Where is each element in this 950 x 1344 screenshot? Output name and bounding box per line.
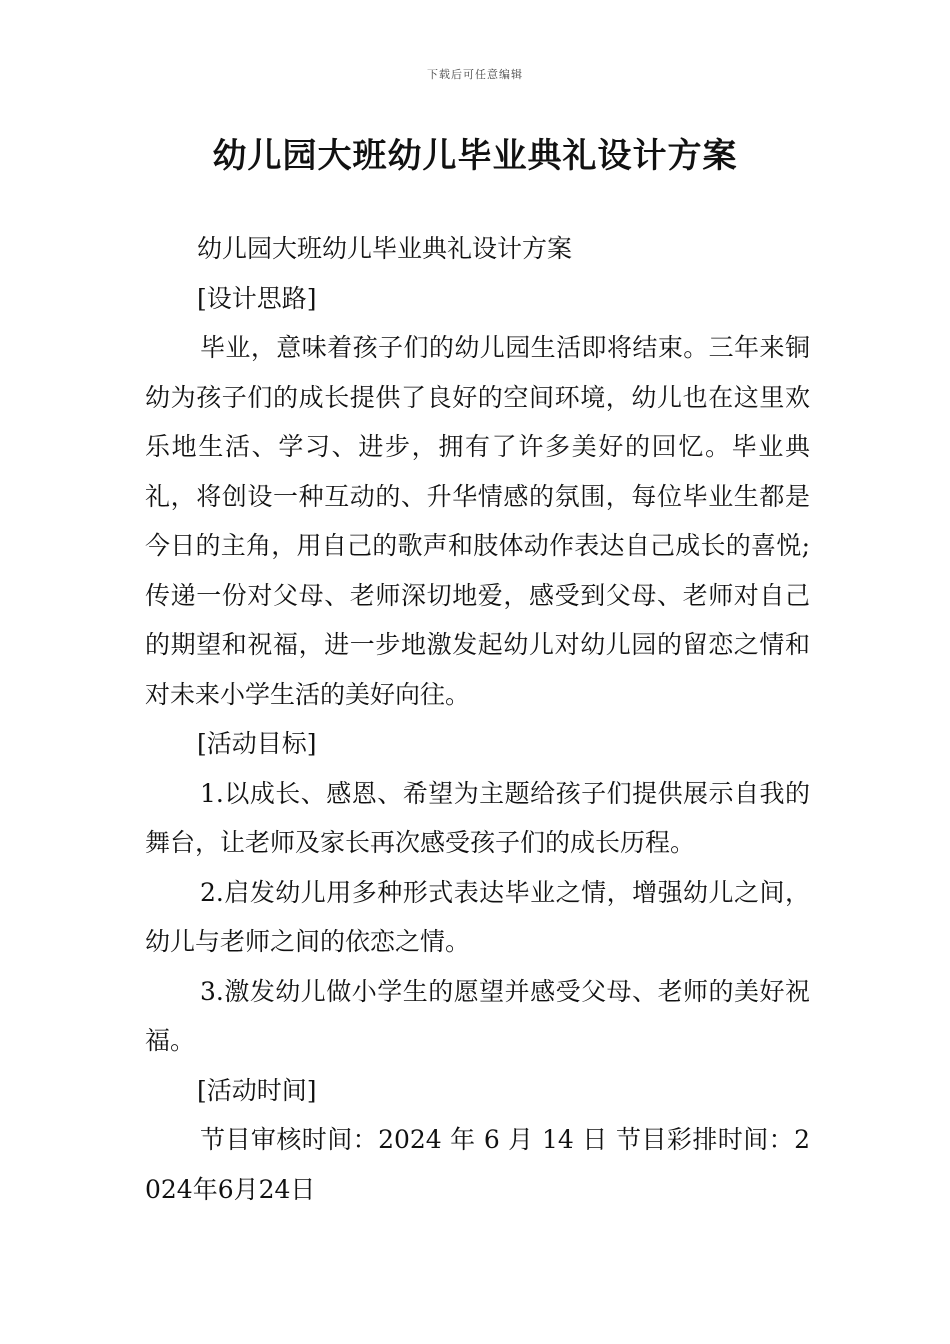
paragraph-goal-1: 1.以成长、感恩、希望为主题给孩子们提供展示自我的舞台，让老师及家长再次感受孩子们的成长历程。 (145, 778, 810, 857)
section-heading-goals: [活动目标] (197, 729, 317, 758)
document-subtitle: 幼儿园大班幼儿毕业典礼设计方案 (197, 234, 573, 263)
paragraph-time: 节目审核时间：2024 年 6 月 14 日 节目彩排时间：2024年6月24日 (145, 1125, 810, 1204)
paragraph-goal-3: 3.激发幼儿做小学生的愿望并感受父母、老师的美好祝福。 (145, 976, 810, 1055)
section-heading-design: [设计思路] (197, 283, 317, 313)
paragraph-design: 毕业，意味着孩子们的幼儿园生活即将结束。三年来铜幼为孩子们的成长提供了良好的空间环境，幼儿也在这里欢乐地生活、学习、进步，拥有了许多美好的回忆。毕业典礼，将创设一种互动的、升华情感的氛围，每位毕业生都是今日的主角，用自己的歌声和肢体动作表达自己成长的喜悦;传递一份对父母、老师深切地爱，感受到父母、老师对自己的期望和祝福，进一步地激发起幼儿对幼儿园的留恋之情和对未来小学生活的美好向往。 (145, 333, 810, 709)
header-note: 下载后可任意编辑 (427, 68, 523, 81)
paragraph-goal-2: 2.启发幼儿用多种形式表达毕业之情，增强幼儿之间，幼儿与老师之间的依恋之情。 (145, 877, 810, 956)
document-body (145, 224, 810, 1214)
section-heading-time: [活动时间] (197, 1075, 317, 1105)
document-title: 幼儿园大班幼儿毕业典礼设计方案 (212, 136, 738, 176)
